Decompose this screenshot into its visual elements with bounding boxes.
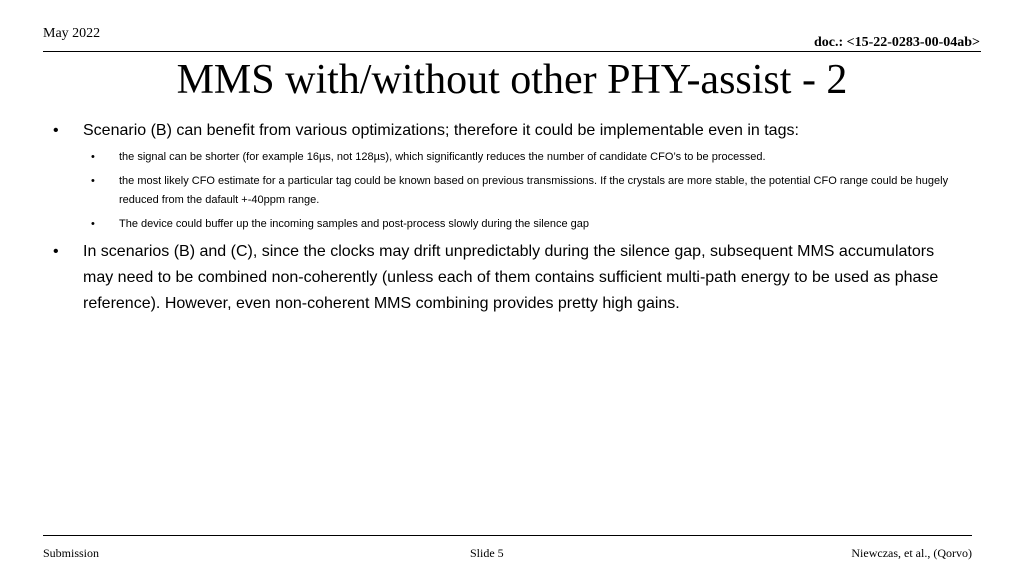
- footer-submission: Submission: [43, 546, 100, 560]
- sub-bullet-item: [0, 172, 1024, 210]
- bullet-marker: •: [91, 218, 95, 230]
- sub-bullet-item: [0, 215, 1024, 234]
- bullet-text: In scenarios (B) and (C), since the clocks may drift unpredictably during the silence gap, subsequent MMS accumulators may need to be combined non-coherently (unless each of them contains sufficient multi-path energy to be used as phase reference). However, even non-coherent MMS combining provides pretty high gains.: [83, 243, 939, 312]
- bullet-text: Scenario (B) can benefit from various optimizations; therefore it could be implementable even in tags:: [83, 122, 799, 139]
- header-date: May 2022: [43, 26, 101, 41]
- sub-bullet-text: the signal can be shorter (for example 16µs, not 128µs), which significantly reduces the number of candidate CFO’s to be processed.: [119, 151, 766, 163]
- bullet-item: [0, 239, 1024, 317]
- footer-slide-number: Slide 5: [470, 546, 504, 560]
- sub-bullet-text: The device could buffer up the incoming samples and post-process slowly during the silence gap: [119, 218, 590, 230]
- bullet-marker: •: [91, 151, 95, 163]
- slide-title: MMS with/without other PHY-assist - 2: [176, 57, 848, 103]
- header-doc-id: doc.: <15-22-0283-00-04ab>: [813, 35, 980, 50]
- bullet-marker: •: [91, 175, 95, 187]
- footer-authors: Niewczas, et al., (Qorvo): [851, 546, 972, 560]
- bullet-marker: •: [53, 243, 59, 260]
- sub-bullet-item: [0, 148, 1024, 167]
- header-divider: [43, 51, 981, 52]
- bullet-marker: •: [53, 122, 59, 139]
- bullet-item: [0, 118, 1024, 144]
- slide-body: [0, 118, 1024, 321]
- footer-divider: [43, 535, 972, 536]
- sub-bullet-text: the most likely CFO estimate for a particular tag could be known based on previous transmissions. If the crystals are more stable, the potential CFO range could be hugely reduced from the dafault +-40ppm range.: [119, 175, 949, 206]
